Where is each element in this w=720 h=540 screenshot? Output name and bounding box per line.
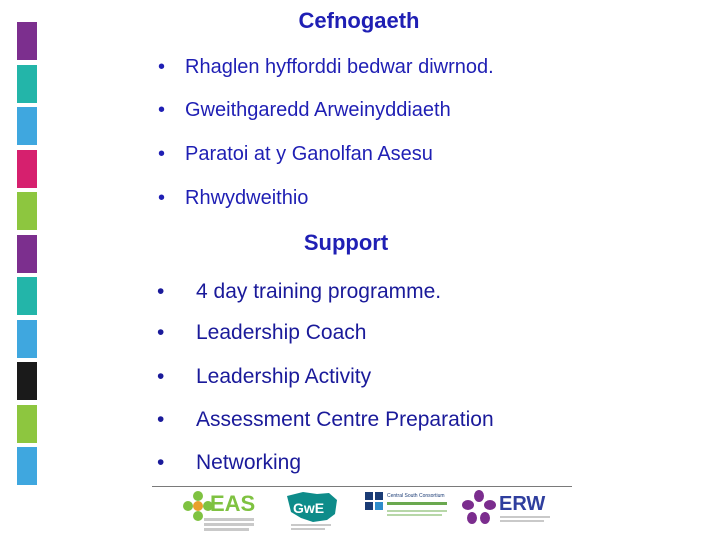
list-item-text: 4 day training programme. (196, 280, 442, 303)
bullet: • (158, 56, 166, 78)
list-item-text: Leadership Activity (196, 365, 372, 388)
side-color-bar (17, 150, 37, 188)
csc-logo-text: Central South Consortium (387, 493, 445, 499)
list-item-text: Rhaglen hyfforddi bedwar diwrnod. (185, 56, 494, 78)
bullet: • (158, 99, 166, 121)
bullet: • (157, 408, 165, 431)
footer-divider (152, 486, 572, 487)
side-color-bar (17, 362, 37, 400)
side-color-bar (17, 107, 37, 145)
bullet: • (158, 143, 166, 165)
list-item-text: Paratoi at y Ganolfan Asesu (185, 143, 433, 165)
side-color-bar (17, 320, 37, 358)
csc-grid-icon (365, 492, 383, 510)
csc-logo (365, 490, 450, 536)
bullet: • (157, 321, 165, 344)
list-item-text: Assessment Centre Preparation (196, 408, 494, 431)
eas-logo (182, 490, 262, 536)
title-support: Support (303, 230, 389, 255)
bullet: • (157, 365, 165, 388)
list-item-text: Networking (196, 451, 302, 474)
gwe-logo-text: GwE (293, 500, 325, 516)
consortium-logos (0, 490, 720, 540)
title-cefnogaeth: Cefnogaeth (298, 8, 420, 33)
side-color-bar (17, 447, 37, 485)
side-color-bar (17, 277, 37, 315)
eas-logo-text: EAS (210, 491, 256, 516)
side-color-bar (17, 65, 37, 103)
list-item-text: Rhwydweithio (185, 187, 309, 209)
bullet: • (157, 451, 165, 474)
side-color-bar (17, 192, 37, 230)
side-color-bar (17, 405, 37, 443)
gwe-logo (283, 490, 343, 536)
list-item-text: Leadership Coach (196, 321, 367, 344)
list-item-text: Gweithgaredd Arweinyddiaeth (185, 99, 451, 121)
bullet: • (157, 280, 165, 303)
bullet: • (158, 187, 166, 209)
erw-logo-text: ERW (499, 493, 546, 515)
erw-flower-icon (462, 490, 496, 524)
erw-logo (462, 490, 552, 536)
